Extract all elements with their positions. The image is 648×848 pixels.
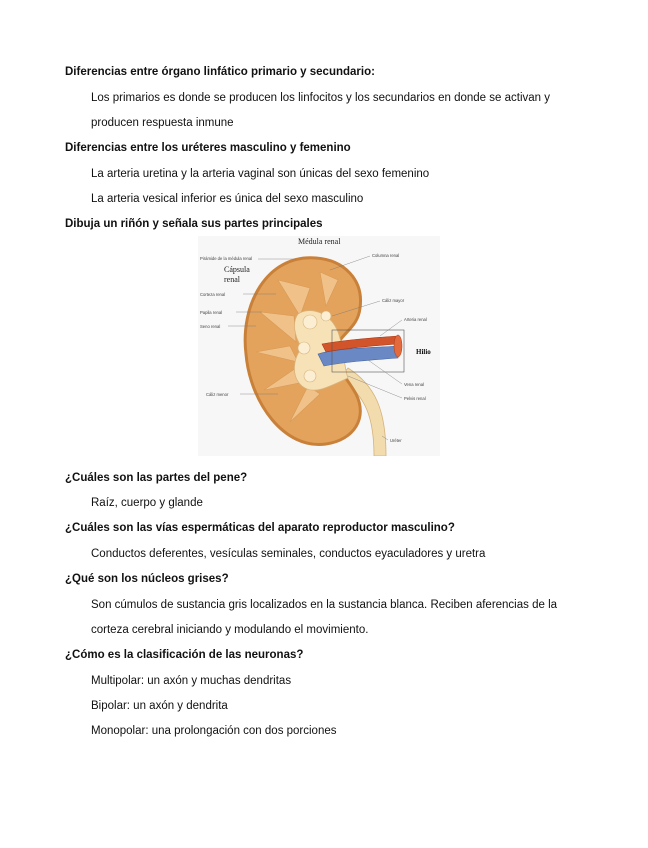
question-penis-parts: ¿Cuáles son las partes del pene? (65, 472, 248, 484)
label-vena: Vena renal (404, 382, 425, 387)
question-neuron-classification: ¿Cómo es la clasificación de las neuronas? (65, 649, 304, 661)
label-corteza: Corteza renal (200, 292, 226, 297)
label-papila: Papila renal (200, 310, 223, 315)
label-piramide: Pirámide de la médula renal (200, 256, 253, 261)
question-kidney-drawing: Dibuja un riñón y señala sus partes principales (65, 218, 323, 230)
question-gray-nuclei: ¿Qué son los núcleos grises? (65, 573, 229, 585)
label-pelvis: Pelvis renal (404, 396, 426, 401)
label-caliz-menor: Cáliz menor (206, 392, 229, 397)
answer-line: Raíz, cuerpo y glande (91, 497, 203, 509)
answer-line: La arteria uretina y la arteria vaginal son únicas del sexo femenino (91, 168, 430, 180)
label-capsula-1: Cápsula (224, 265, 250, 274)
answer-line: corteza cerebral iniciando y modulando el movimiento. (91, 624, 369, 636)
answer-line: La arteria vesical inferior es única del sexo masculino (91, 193, 364, 205)
label-caliz-mayor: Cáliz mayor (382, 298, 405, 303)
label-seno: Seno renal (200, 324, 221, 329)
kidney-diagram (198, 236, 440, 456)
question-ureters: Diferencias entre los uréteres masculino y femenino (65, 142, 351, 154)
answer-line: Son cúmulos de sustancia gris localizados en la sustancia blanca. Reciben aferencias de la (91, 599, 558, 611)
question-spermatic-ducts: ¿Cuáles son las vías espermáticas del aparato reproductor masculino? (65, 522, 455, 534)
answer-line: producen respuesta inmune (91, 117, 234, 129)
answer-line: Los primarios es donde se producen los linfocitos y los secundarios en donde se activan y (91, 92, 550, 104)
answer-line: Bipolar: un axón y dendrita (91, 700, 228, 712)
label-arteria: Arteria renal (404, 317, 427, 322)
answer-line: Multipolar: un axón y muchas dendritas (91, 675, 292, 687)
label-hilio: Hilio (416, 348, 431, 356)
answer-line: Conductos deferentes, vesículas seminales, conductos eyaculadores y uretra (91, 548, 486, 560)
label-medula-renal: Médula renal (298, 237, 341, 246)
label-capsula-2: renal (224, 275, 240, 284)
answer-line: Monopolar: una prolongación con dos porciones (91, 725, 337, 737)
question-lymphatic-organs: Diferencias entre órgano linfático primario y secundario: (65, 66, 375, 78)
label-columna: Columna renal (372, 253, 400, 258)
label-ureter: Uréter (390, 438, 402, 443)
